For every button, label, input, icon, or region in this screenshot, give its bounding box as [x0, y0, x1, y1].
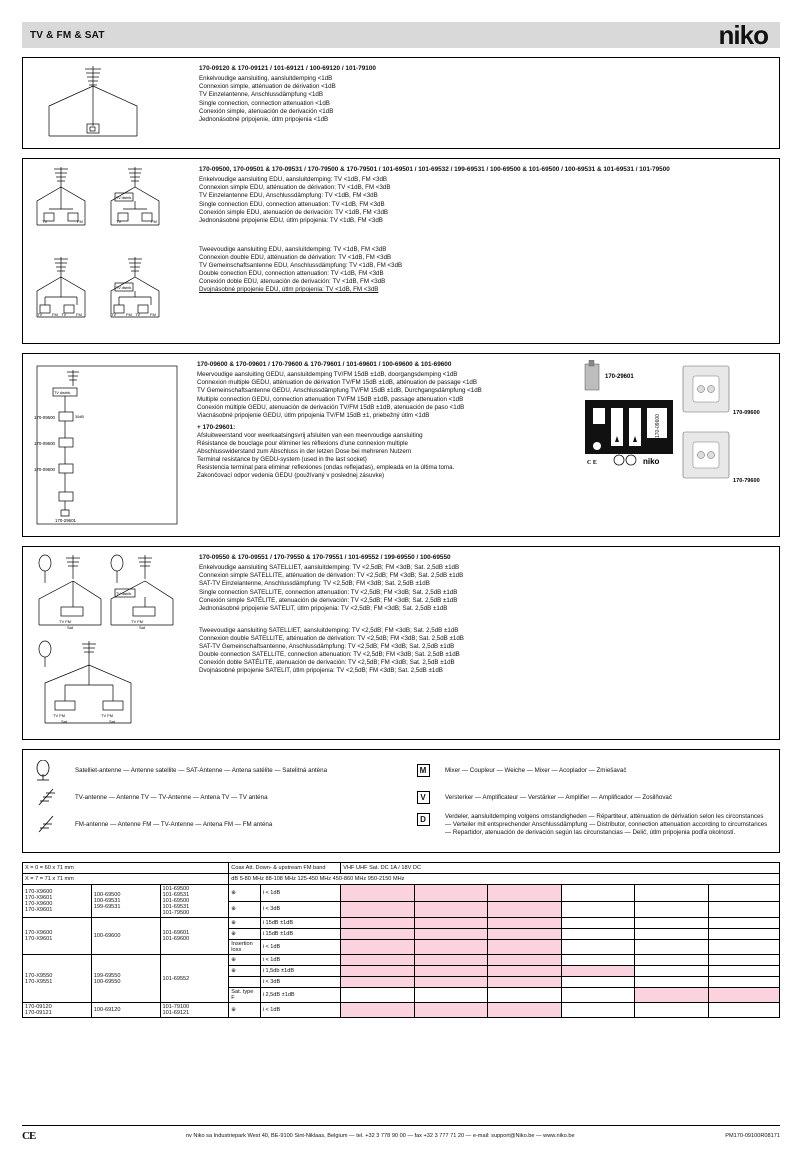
band-cell [488, 940, 562, 955]
band-cell [341, 918, 415, 929]
band-cell [341, 901, 415, 918]
svg-text:TV: TV [42, 219, 48, 224]
band-cell [341, 955, 415, 966]
product-reference: 170-09500, 170-09501 & 170-09531 / 170-79500 & 170-79501 / 101-69501 / 101-69532 / 199-69531 / 100-69500 & 101-69500 / 100-69531 & 101-69531 / 101-79500 [199, 166, 670, 173]
desc2-de: Abschlusswiderstand zum Abschluss in der letzen Dose bei mehreren Nutzern [197, 448, 412, 456]
desc-en: Single connection SATELLITE, connection attenuation: TV <2,5dB; FM <3dB; Sat. 2,5dB ±1dB [199, 588, 458, 596]
legend-left [31, 757, 401, 845]
band-cell [488, 885, 562, 902]
product-text-2 [195, 159, 779, 343]
band-cell [561, 988, 635, 1003]
svg-text:Sat: Sat [67, 625, 74, 630]
band-cell [341, 929, 415, 940]
band-cell [414, 918, 488, 929]
desc-de: TV Einzelantenne EDU, Anschlussdämpfung: TV <1dB, FM <3dB [199, 192, 378, 200]
band-cell [341, 885, 415, 902]
fm-antenna-icon [31, 814, 75, 836]
svg-text:TV: TV [135, 312, 141, 317]
band-cell [561, 940, 635, 955]
table-head-row [23, 863, 780, 874]
band-cell [635, 1003, 709, 1018]
svg-text:TV FM: TV FM [53, 713, 65, 718]
band-cell [414, 940, 488, 955]
desc-nl: Enkelvoudige aansluiting, aansluitdemping <1dB [199, 75, 333, 83]
code-cell: 199-69550 100-69550 [91, 955, 160, 1003]
amplifier-letter: V [417, 791, 430, 804]
band-cell [635, 885, 709, 902]
desc2-en: Terminal resistance by GEDU-system (used in the last socket) [197, 456, 367, 464]
legend-label: Versterker — Amplificateur — Verstärker — Amplifier — Amplificador — Zosilňovač [445, 793, 672, 801]
band-cell [635, 940, 709, 955]
band-cell [708, 977, 779, 988]
svg-text:FM: FM [126, 312, 132, 317]
desc2-de: SAT-TV Gemeinschaftsantenne, Anschlussdämpfung: TV <2,5dB; FM <3dB; Sat. 2,5dB ±1dB [199, 642, 455, 650]
svg-text:TV FM: TV FM [59, 619, 71, 624]
code3-cell: 101-69552 [160, 955, 229, 1003]
legend-label: Mixer — Coupleur — Weiche — Mixer — Acoplador — Zmiešavač [445, 766, 627, 774]
band-cell [561, 885, 635, 902]
desc-sk: Jednonásobné pripojenie, útlm pripojenia <1dB [199, 115, 329, 123]
insertion-loss-label: Insertion loss [229, 940, 260, 955]
value-cell: i < 3dB [260, 977, 341, 988]
band-cell [341, 966, 415, 977]
band-cell [708, 955, 779, 966]
value-cell: i 1,5db ±1dB [260, 966, 341, 977]
ce-mark-icon: CE [22, 1130, 36, 1142]
svg-text:FM: FM [52, 312, 58, 317]
tv-antenna-icon [31, 787, 75, 809]
desc-en: Single connection EDU, connection attenuation: TV <1dB, FM <3dB [199, 200, 385, 208]
value-cell: i < 1dB [260, 955, 341, 966]
band-cell [561, 977, 635, 988]
product-reference: 170-09600 & 170-09601 / 170-79600 & 170-79601 / 101-69601 / 100-69600 & 101-69600 [197, 361, 452, 368]
value-cell: i < 3dB [260, 901, 341, 918]
svg-text:170-29601: 170-29601 [605, 374, 634, 380]
mixer-letter: M [417, 764, 430, 777]
legend-right [401, 757, 771, 845]
value-cell: i 15dB ±1dB [260, 918, 341, 929]
svg-text:FM: FM [150, 312, 156, 317]
table-row [23, 955, 780, 966]
svg-text:TV FM: TV FM [101, 713, 113, 718]
table-row [23, 918, 780, 929]
ref-cell: 170-X9600 170-X9601 [23, 918, 92, 955]
band-cell [708, 929, 779, 940]
svg-text:170-09600: 170-09600 [34, 467, 55, 472]
band-cell [635, 929, 709, 940]
desc-en: Multiple connection GEDU, connection attenuation TV/FM 15dB ±1dB, passage attenuation <1dB [197, 395, 464, 403]
desc-fr: Connexion simple SATELLITE, atténuation de dérivation: TV <2,5dB; FM <3dB; Sat. 2,5dB ±1dB [199, 572, 464, 580]
code-cell: 100-69120 [91, 1003, 160, 1018]
band-cell [561, 901, 635, 918]
page-header [22, 22, 780, 48]
size-note-2: X = 7 = 71 x 71 mm [23, 874, 229, 885]
niko-logo: niko [718, 20, 768, 50]
band-cell [341, 940, 415, 955]
product-text-4 [195, 547, 779, 739]
mixer-icon [401, 764, 445, 777]
datasheet-page [0, 22, 802, 1156]
diagram-single-connection [23, 58, 195, 148]
fm-socket-icon: ⊕ [229, 929, 260, 940]
coax-header: Coax Att. Down- & upstream FM band [229, 863, 341, 874]
svg-text:C E: C E [587, 460, 597, 466]
legend-label: FM-antenne — Antenne FM — TV-Antenne — Antena FM — FM anténa [75, 820, 273, 828]
legend-panel [22, 749, 780, 853]
code-cell: 100-69500 100-69531 199-69531 [91, 885, 160, 918]
svg-text:niko: niko [643, 457, 660, 466]
fm-socket-icon: ⊕ [229, 901, 260, 918]
band-cell [488, 955, 562, 966]
band-cell [561, 918, 635, 929]
desc-sk: Viacnásobné pripojenie GEDU, útlm pripojenia TV/FM 15dB ±1, priebežný útlm <1dB [197, 411, 430, 419]
band-cell [708, 988, 779, 1003]
svg-text:TV: TV [37, 312, 43, 317]
band-cell [341, 1003, 415, 1018]
value-cell: i < 1dB [260, 1003, 341, 1018]
desc2-fr: Connexion double SATELLITE, atténuation de dérivation: TV <2,5dB; FM <3dB; Sat. 2,5dB ±1dB [199, 634, 464, 642]
band-cell [488, 918, 562, 929]
code-cell: 100-69600 [91, 918, 160, 955]
desc-sk: Jednonásobné pripojenie SATELIT, útlm pripojenia: TV <2,5dB; FM <3dB; Sat. 2,5dB ±1dB [199, 604, 448, 612]
footer-contact: nv Niko sa Industriepark West 40, BE-9100 Sint-Niklaas, Belgium — tel. +32 3 778 90 00 — fax +32 3 777 71 20 — e-mail: support@Niko.be — www.niko.be [185, 1133, 575, 1139]
svg-text:TV: TV [116, 219, 122, 224]
desc-en: Single connection, connection attenuation <1dB [199, 99, 330, 107]
band-cell [341, 988, 415, 1003]
vhf-header: VHF UHF Sat. DC 1A / 18V DC [341, 863, 780, 874]
desc-es: Conexión simple SATÉLITE, atenuación de derivación: TV <2,5dB; FM <3dB; Sat. 2,5dB ±1dB [199, 596, 458, 604]
product-reference: 170-09120 & 170-09121 / 101-69121 / 100-69120 / 101-79100 [199, 65, 376, 72]
band-cell [561, 955, 635, 966]
table-head-row-2 [23, 874, 780, 885]
legend-label: Satelliet-antenne — Antenne satellite — SAT-Antenne — Antena satélite — Satelitná anténa [75, 766, 328, 774]
document-code: PM170-09100R08171 [725, 1133, 780, 1139]
sat-type-label: Sat. type F [229, 988, 260, 1003]
desc-es: Conexión simple, atenuación de derivación <1dB [199, 107, 334, 115]
desc-de: SAT-TV Einzelantenne, Anschlussdämpfung: TV <2,5dB; FM <3dB; Sat. 2,5dB ±1dB [199, 580, 430, 588]
legend-item [401, 811, 771, 845]
svg-text:TV distrib.: TV distrib. [116, 286, 133, 290]
diagram-gedu-connection [23, 354, 193, 536]
band-cell [414, 929, 488, 940]
band-cell [488, 966, 562, 977]
diagram-edu-connections [23, 159, 195, 343]
tv-socket-icon: ⊕ [229, 885, 260, 902]
legend-item [401, 784, 771, 811]
value-cell: i < 1dB [260, 885, 341, 902]
svg-text:170-79600: 170-79600 [733, 478, 760, 484]
band-cell [708, 918, 779, 929]
legend-item [401, 757, 771, 784]
desc2-nl: Tweevoudige aansluiting SATELLIET, aansluitdemping: TV <2,5dB; FM <3dB; Sat. 2,5dB ±1dB [199, 626, 459, 634]
fm-socket-icon: ⊕ [229, 966, 260, 977]
product-text-1 [195, 58, 779, 148]
tv-socket-icon: ⊕ [229, 955, 260, 966]
desc-fr: Connexion simple, atténuation de dérivation <1dB [199, 83, 336, 91]
value-cell: i < 1dB [260, 940, 341, 955]
distributor-letter: D [417, 813, 430, 826]
desc2-es: Conexión doble SATÉLITE, atenuación de derivación: TV <2,5dB; FM <3dB; Sat. 2,5dB ±1dB [199, 658, 455, 666]
value-cell: i 15dB ±1dB [260, 929, 341, 940]
code3-cell: 101-79100 101-69121 [160, 1003, 229, 1018]
band-cell [488, 977, 562, 988]
table-row [23, 1003, 780, 1018]
band-cell [708, 885, 779, 902]
desc2-nl: Afsluitweerstand voor weerkaatsingsvrij afsluiten van een meervoudige aansluiting [197, 432, 423, 440]
svg-text:170-09600: 170-09600 [34, 441, 55, 446]
band-cell [414, 901, 488, 918]
page-title: TV & FM & SAT [30, 29, 105, 41]
band-cell [488, 1003, 562, 1018]
desc-nl: Enkelvoudige aansluiting EDU, aansluitdemping: TV <1dB, FM <3dB [199, 176, 388, 184]
desc2-nl: Tweevoudige aansluiting EDU, aansluitdemping: TV <1dB, FM <3dB [199, 245, 387, 253]
band-cell [635, 977, 709, 988]
legend-label: Verdeler, aansluitdemping volgens omstandigheden — Répartiteur, atténuation de dérivation selon les circonstances — Verteiler mit entsprechender Anschlussdämpfung — Distributor, connection attenuation according to circumstances — Repartidor, atenuación de derivación según las circunstancias — Delič, útlm pripojenia podľa okolností. [445, 813, 768, 836]
svg-text:FM: FM [77, 219, 83, 224]
band-cell [414, 966, 488, 977]
ref-cell: 170-X9600 170-X9601 170-X9600 170-X9601 [23, 885, 92, 918]
legend-item [31, 757, 401, 784]
satellite-dish-icon [31, 760, 75, 782]
band-cell [414, 885, 488, 902]
desc-fr: Connexion simple EDU, atténuation de dérivation: TV <1dB, FM <3dB [199, 184, 391, 192]
svg-text:30dB: 30dB [75, 415, 84, 419]
legend-item [31, 811, 401, 838]
product-photos [577, 354, 779, 536]
tv-socket-icon: ⊕ [229, 918, 260, 929]
desc2-sk: Dvojnásobné pripojenie EDU, útlm pripojenia: TV <1dB, FM <3dB [199, 286, 379, 294]
band-cell [414, 977, 488, 988]
svg-text:TV: TV [111, 312, 117, 317]
desc2-fr: Connexion double EDU, atténuation de dérivation: TV <1dB, FM <3dB [199, 253, 392, 261]
band-cell [708, 966, 779, 977]
ref-cell: 170-X9550 170-X9551 [23, 955, 92, 1003]
desc2-sk: Zakončovací odpor vedenia GEDU (používaný v poslednej zásuvke) [197, 472, 385, 480]
desc-nl: Enkelvoudige aansluiting SATELLIET, aansluitdemping: TV <2,5dB; FM <3dB; Sat. 2,5dB ±1dB [199, 564, 460, 572]
band-cell [488, 988, 562, 1003]
svg-text:TV distrib.: TV distrib. [54, 391, 72, 395]
svg-text:Sat: Sat [109, 719, 116, 724]
product-block-3 [22, 353, 780, 537]
svg-text:TV distrib.: TV distrib. [116, 592, 133, 596]
sub-reference: + 170-29601: [197, 423, 236, 431]
desc-fr: Connexion multiple GEDU, atténuation de dérivation TV/FM 15dB ±1dB, atténuation de passage <1dB [197, 379, 478, 387]
amplifier-icon [401, 791, 445, 804]
desc2-es: Resistencia terminal para eliminar reflexiones (ondas reflejadas), empleada en la última toma. [197, 464, 455, 472]
code3-cell: 101-69601 101-69600 [160, 918, 229, 955]
band-cell [708, 901, 779, 918]
band-cell [635, 988, 709, 1003]
band-cell [561, 1003, 635, 1018]
svg-text:FM: FM [151, 219, 157, 224]
band-cell [561, 929, 635, 940]
specification-table [22, 862, 780, 1018]
band-cell [635, 955, 709, 966]
ref-cell: 170-09120 170-09121 [23, 1003, 92, 1018]
svg-text:170-09600: 170-09600 [733, 410, 760, 416]
band-cell [635, 918, 709, 929]
diagram-satellite-connections [23, 547, 195, 739]
desc-es: Conexión simple EDU, atenuación de derivación: TV <1dB, FM <3dB [199, 208, 389, 216]
distributor-icon [401, 813, 445, 826]
desc2-de: TV Gemeinschaftsantenne EDU, Anschlussdämpfung: TV <1dB, FM <3dB [199, 261, 403, 269]
band-cell [414, 955, 488, 966]
svg-text:170-29601: 170-29601 [55, 518, 76, 523]
band-cell [341, 977, 415, 988]
band-cell [561, 966, 635, 977]
desc-nl: Meervoudige aansluiting GEDU, aansluitdemping TV/FM 15dB ±1dB, doorgangsdemping <1dB [197, 371, 458, 379]
svg-text:TV FM: TV FM [131, 619, 143, 624]
band-cell [708, 1003, 779, 1018]
desc2-en: Double conection EDU, connection attenuation: TV <1dB, FM <3dB [199, 269, 384, 277]
code3-cell: 101-69500 101-69531 101-69500 101-69531 101-79500 [160, 885, 229, 918]
desc-de: TV Gemeinschaftsantenne GEDU, Anschlussdämpfung TV/FM 15dB ±1dB, Durchgangsdämpfung <1dB [197, 387, 482, 395]
svg-text:Sat: Sat [139, 625, 146, 630]
desc-sk: Jednonásobné pripojenie EDU, útlm pripojenia: TV <1dB, FM <3dB [199, 216, 383, 224]
svg-text:Sat: Sat [61, 719, 68, 724]
legend-label: TV-antenne — Antenne TV — TV-Antenne — Antena TV — TV anténa [75, 793, 268, 801]
legend-item [31, 784, 401, 811]
desc2-sk: Dvojnásobné pripojenie SATELIT, útlm pripojenia: TV <2,5dB; FM <3dB; Sat. 2,5dB ±1dB [199, 667, 443, 675]
table-row [23, 885, 780, 902]
size-note-1: X = 0 = 60 x 71 mm [23, 863, 229, 874]
desc-de: TV Einzelantenne, Anschlussdämpfung <1dB [199, 91, 324, 99]
band-cell [488, 929, 562, 940]
band-cell [488, 901, 562, 918]
band-cell [414, 1003, 488, 1018]
svg-text:TV distrib.: TV distrib. [116, 196, 133, 200]
product-block-2 [22, 158, 780, 344]
value-cell: i 2,5dB ±1dB [260, 988, 341, 1003]
units-header: dB 5-80 MHz 88-108 MHz 125-450 MHz 450-860 MHz 950-2150 MHz [229, 874, 780, 885]
desc2-es: Conexión doble EDU, atenuación de derivación: TV <1dB, FM <3dB [199, 277, 386, 285]
band-cell [635, 901, 709, 918]
band-cell [414, 988, 488, 1003]
product-block-4 [22, 546, 780, 740]
desc-es: Conexión múltiple GEDU, atenuación de derivación TV/FM 15dB ±1dB, atenuación de paso <1dB [197, 403, 465, 411]
desc2-en: Double connection SATELLITE, connection attenuation: TV <2,5dB; FM <3dB; Sat. 2,5dB ±1dB [199, 650, 460, 658]
product-text-3 [193, 354, 577, 536]
tv-socket-icon: ⊕ [229, 1003, 260, 1018]
svg-text:FM: FM [76, 312, 82, 317]
product-block-1 [22, 57, 780, 149]
band-cell [708, 940, 779, 955]
blank-icon-cell [229, 977, 260, 988]
band-cell [635, 966, 709, 977]
product-reference: 170-09550 & 170-09551 / 170-79550 & 170-79551 / 101-69552 / 199-69550 / 100-69550 [199, 554, 451, 561]
svg-text:170-09600: 170-09600 [655, 414, 661, 438]
svg-text:TV: TV [61, 312, 67, 317]
svg-text:170-09600: 170-09600 [34, 415, 55, 420]
desc2-fr: Résistance de bouclage pour éliminer les réflexions d'une connexion multiple [197, 440, 408, 448]
